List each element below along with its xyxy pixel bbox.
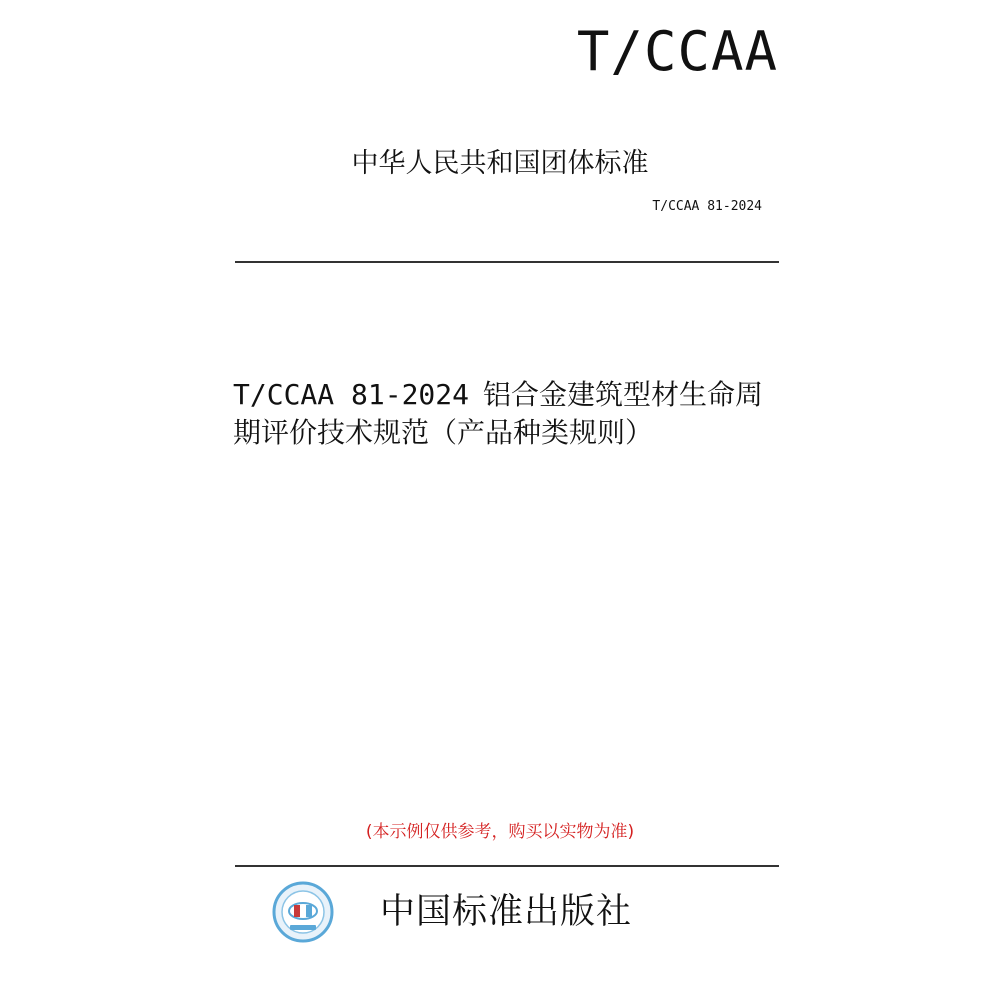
document-title [233,376,783,452]
standard-type-heading: 中华人民共和国团体标准 [351,148,649,179]
title-text-line-1: 铝合金建筑型材生命周 [483,378,764,411]
sample-notice: (本示例仅供参考，购买以实物为准) [365,822,635,842]
standard-number: T/CCAA 81-2024 [652,199,762,214]
title-line-2: 期评价技术规范（产品种类规则） [233,416,654,449]
top-divider [235,261,779,263]
standard-code-logo: T/CCAA [576,20,778,83]
publisher-name: 中国标准出版社 [380,892,633,932]
publisher-seal-icon [272,881,334,943]
title-code: T/CCAA 81-2024 [233,378,470,411]
publisher-block [272,880,632,944]
bottom-divider [235,865,779,867]
title-line-1 [233,376,783,414]
